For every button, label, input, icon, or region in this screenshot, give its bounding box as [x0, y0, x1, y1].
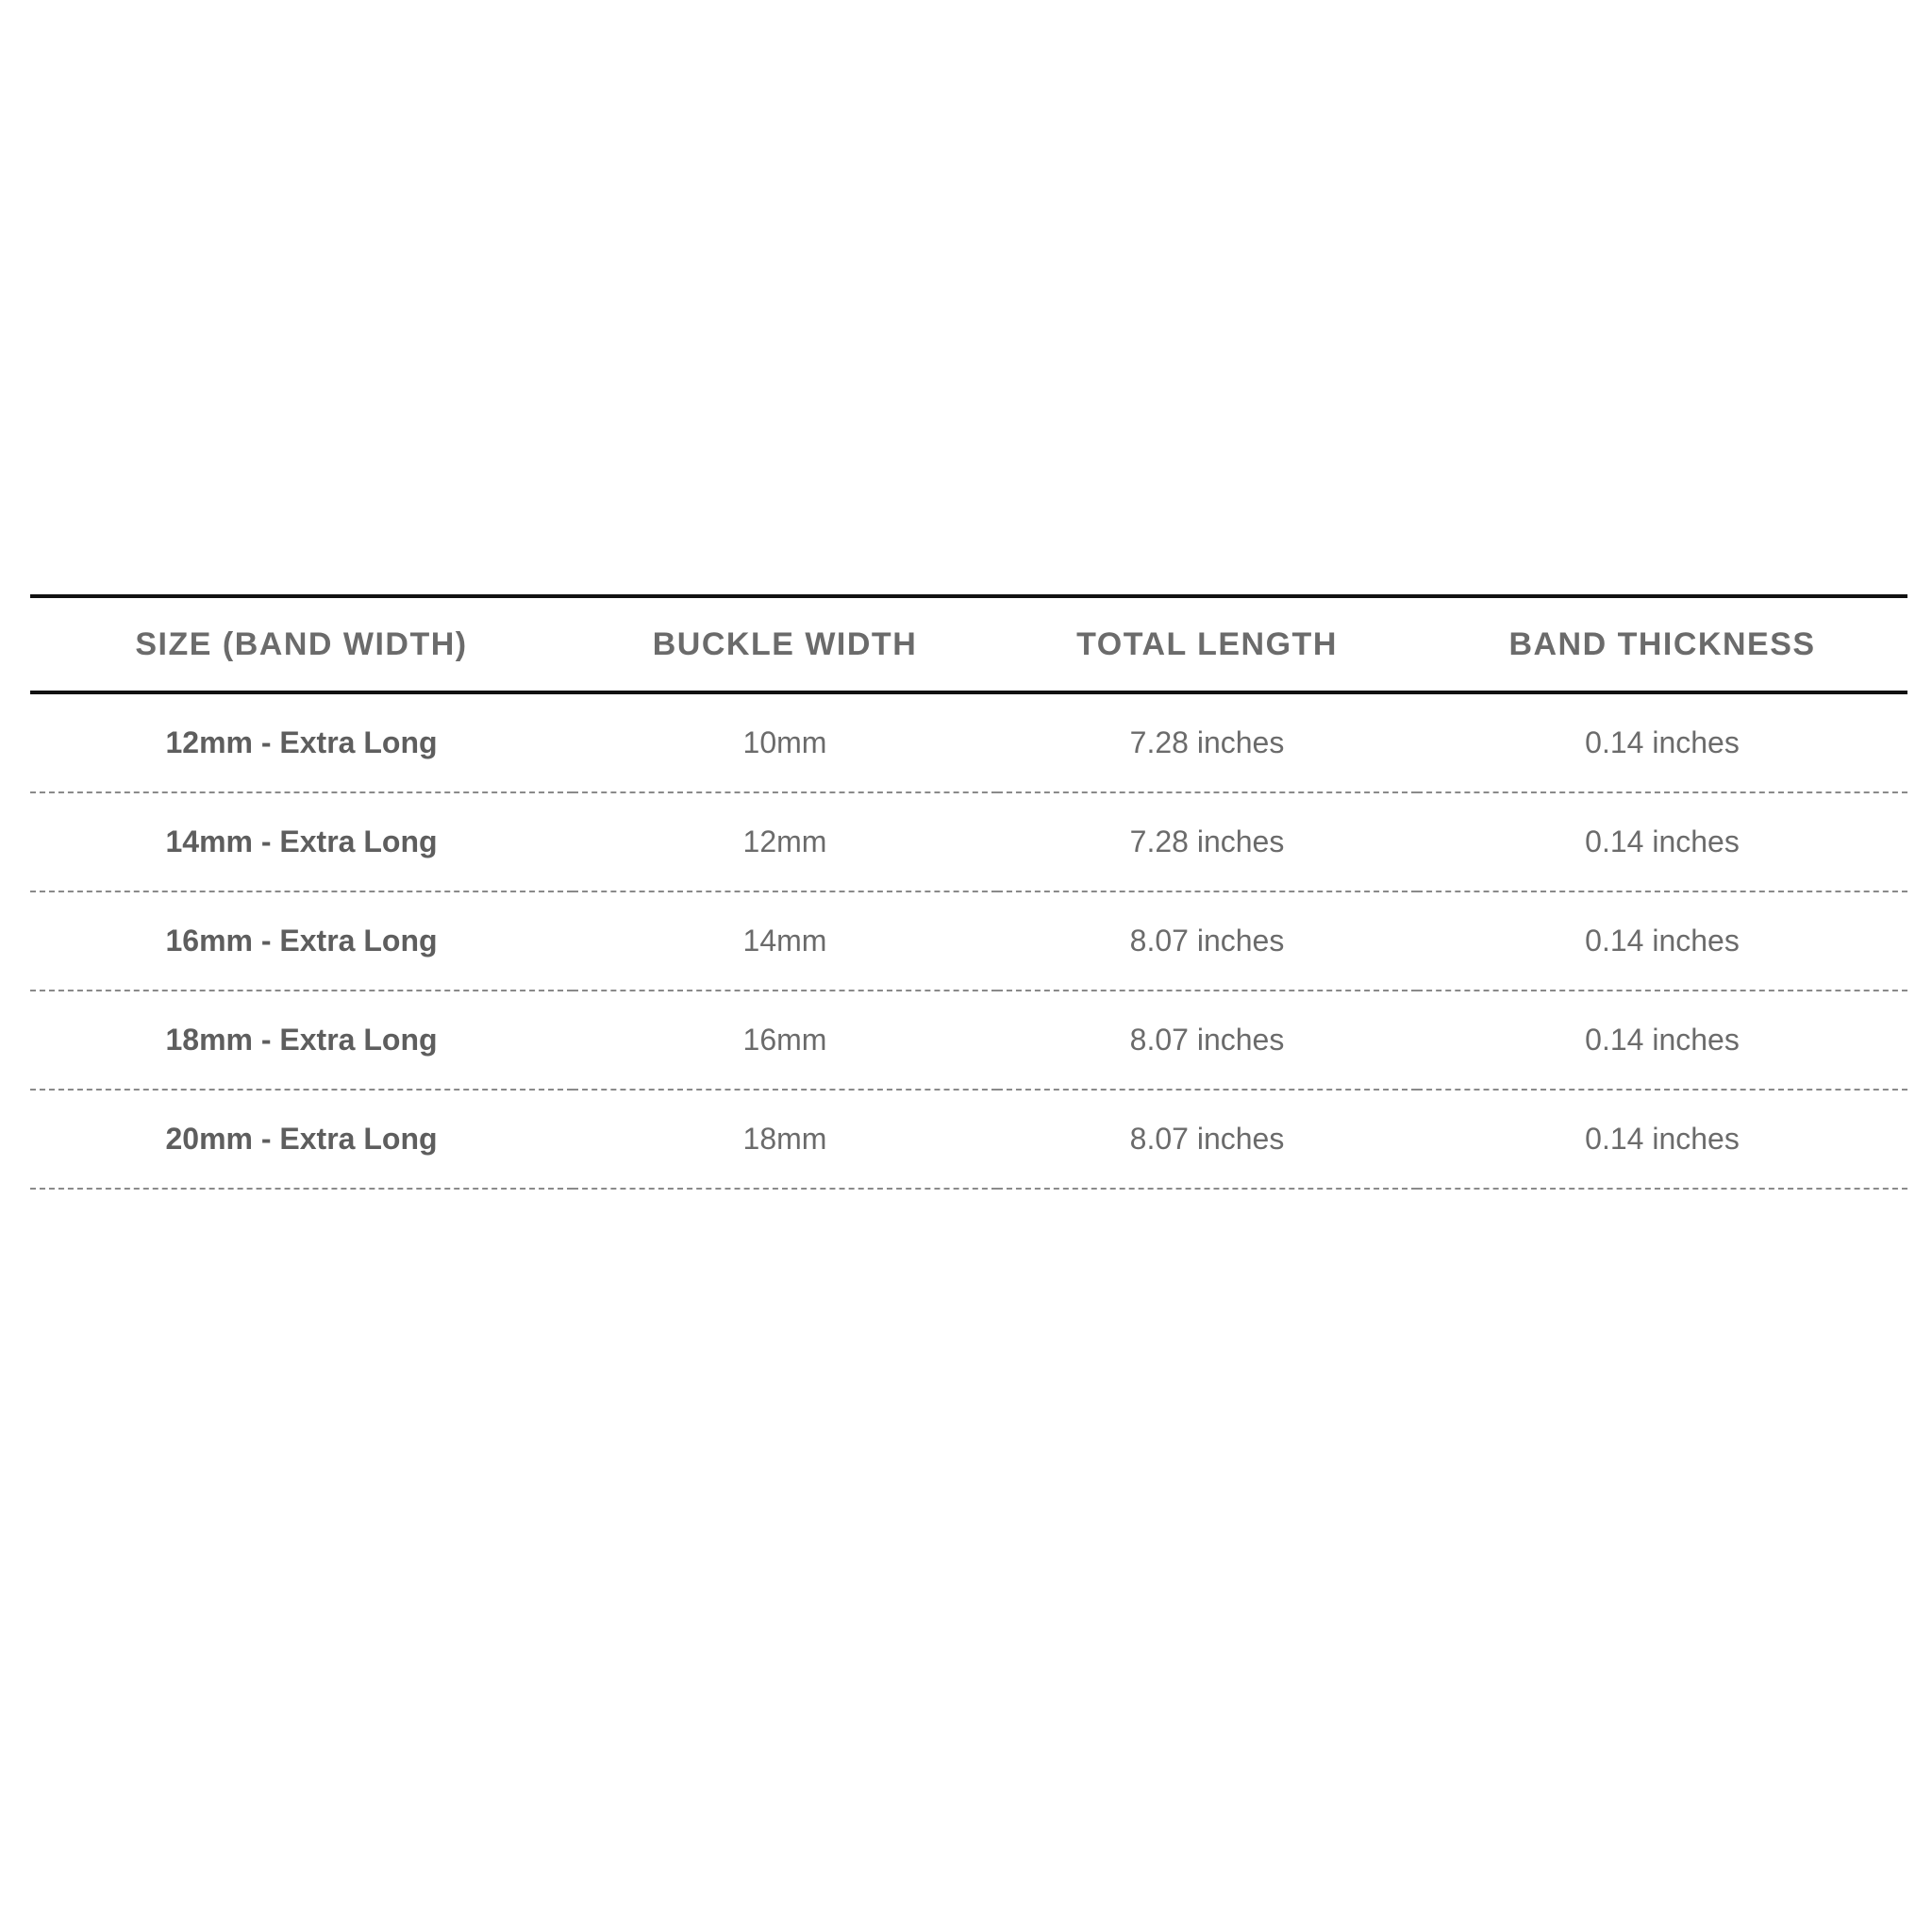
buckle-width-cell: 18mm	[573, 1090, 997, 1189]
header-band-thickness: BAND THICKNESS	[1417, 596, 1907, 692]
size-cell: 16mm - Extra Long	[30, 891, 573, 991]
header-row	[30, 596, 1907, 692]
band-thickness-cell: 0.14 inches	[1417, 1090, 1907, 1189]
table-row	[30, 891, 1907, 991]
buckle-width-cell: 14mm	[573, 891, 997, 991]
header-total-length: TOTAL LENGTH	[997, 596, 1417, 692]
total-length-cell: 7.28 inches	[997, 692, 1417, 792]
size-cell: 20mm - Extra Long	[30, 1090, 573, 1189]
buckle-width-cell: 12mm	[573, 792, 997, 891]
band-thickness-cell: 0.14 inches	[1417, 891, 1907, 991]
band-thickness-cell: 0.14 inches	[1417, 792, 1907, 891]
band-thickness-cell: 0.14 inches	[1417, 692, 1907, 792]
band-thickness-cell: 0.14 inches	[1417, 991, 1907, 1090]
table-row	[30, 692, 1907, 792]
size-chart-table	[30, 594, 1907, 1190]
total-length-cell: 7.28 inches	[997, 792, 1417, 891]
table-row	[30, 991, 1907, 1090]
size-cell: 14mm - Extra Long	[30, 792, 573, 891]
buckle-width-cell: 10mm	[573, 692, 997, 792]
header-buckle-width: BUCKLE WIDTH	[573, 596, 997, 692]
total-length-cell: 8.07 inches	[997, 1090, 1417, 1189]
total-length-cell: 8.07 inches	[997, 991, 1417, 1090]
table-row	[30, 1090, 1907, 1189]
header-size-band-width: SIZE (BAND WIDTH)	[30, 596, 573, 692]
total-length-cell: 8.07 inches	[997, 891, 1417, 991]
size-cell: 12mm - Extra Long	[30, 692, 573, 792]
size-cell: 18mm - Extra Long	[30, 991, 573, 1090]
buckle-width-cell: 16mm	[573, 991, 997, 1090]
table-row	[30, 792, 1907, 891]
